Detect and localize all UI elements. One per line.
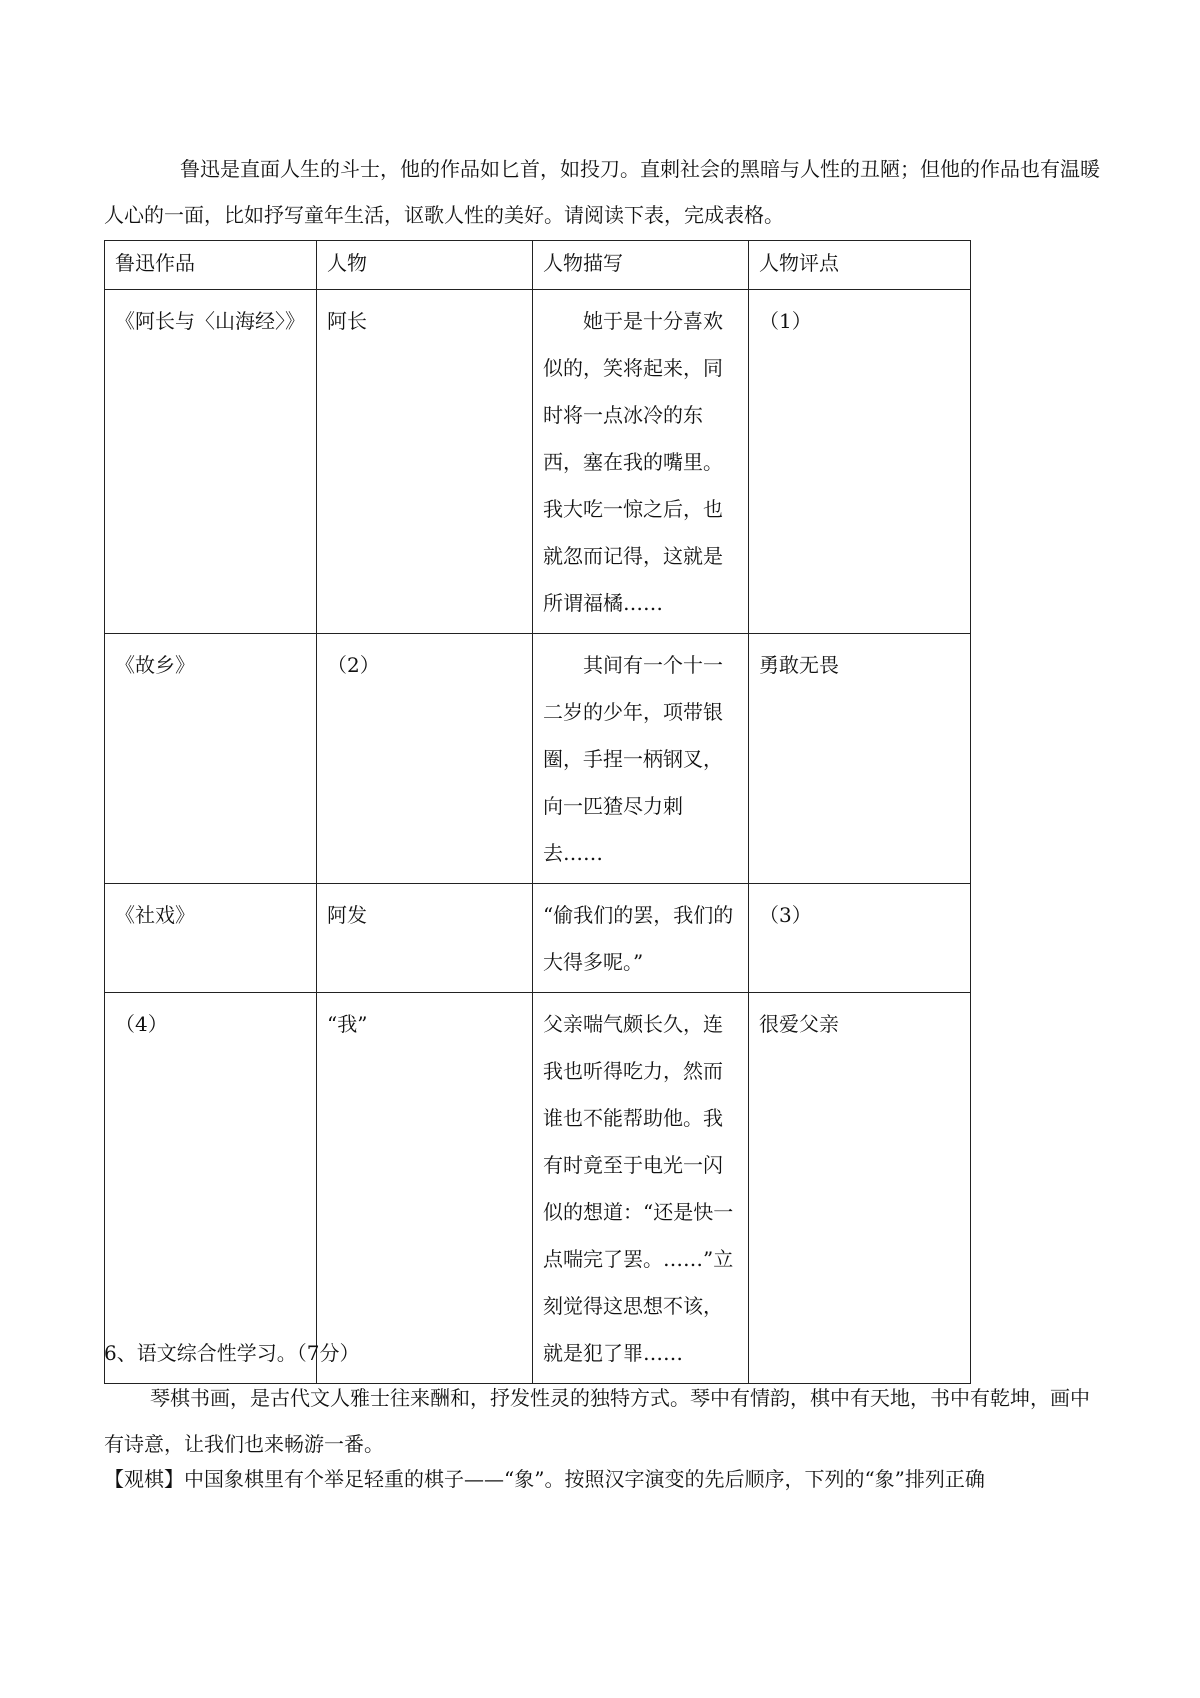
character-cell: 阿长 (317, 290, 533, 634)
guanqi-question (104, 1456, 1104, 1502)
comment-cell: （1） (749, 290, 971, 634)
section-6-intro: 琴棋书画，是古代文人雅士往来酬和，抒发性灵的独特方式。琴中有情韵，棋中有天地，书中有乾坤，画中有诗意，让我们也来畅游一番。 (104, 1386, 1090, 1456)
work-cell: 《阿长与〈山海经〉》 (105, 290, 317, 634)
description-cell: “偷我们的罢，我们的大得多呢。” (533, 884, 749, 993)
section-6-title: 6、语文综合性学习。（7分） (104, 1341, 360, 1365)
character-cell: （2） (317, 634, 533, 884)
header-cell: 人物描写 (533, 241, 749, 290)
table-header-row (105, 241, 971, 290)
description-cell: 父亲喘气颇长久，连我也听得吃力，然而谁也不能帮助他。我有时竟至于电光一闪似的想道：“还是快一点喘完了罢。……”立刻觉得这思想不该，就是犯了罪…… (533, 993, 749, 1384)
header-cell: 人物 (317, 241, 533, 290)
comment-cell: （3） (749, 884, 971, 993)
intro-paragraph: 鲁迅是直面人生的斗士，他的作品如匕首，如投刀。直刺社会的黑暗与人性的丑陋；但他的作品也有温暖人心的一面，比如抒写童年生活，讴歌人性的美好。请阅读下表，完成表格。 (104, 157, 1100, 227)
comment-cell: 很爱父亲 (749, 993, 971, 1384)
lu-xun-works-table (104, 240, 971, 1384)
table-row (105, 884, 971, 993)
guanqi-label: 【观棋】 (104, 1467, 184, 1491)
description-cell: 其间有一个十一二岁的少年，项带银圈，手捏一柄钢叉，向一匹猹尽力刺去…… (533, 634, 749, 884)
table-row (105, 634, 971, 884)
header-cell: 鲁迅作品 (105, 241, 317, 290)
header-cell: 人物评点 (749, 241, 971, 290)
character-cell: 阿发 (317, 884, 533, 993)
table-row (105, 993, 971, 1384)
work-cell: 《社戏》 (105, 884, 317, 993)
character-cell: “我” (317, 993, 533, 1384)
guanqi-text: 中国象棋里有个举足轻重的棋子——“象”。按照汉字演变的先后顺序，下列的“象”排列正确 (184, 1467, 985, 1491)
work-cell: 《故乡》 (105, 634, 317, 884)
work-cell: （4） (105, 993, 317, 1384)
description-cell: 她于是十分喜欢似的，笑将起来，同时将一点冰冷的东西，塞在我的嘴里。我大吃一惊之后，也就忽而记得，这就是所谓福橘…… (533, 290, 749, 634)
table-row (105, 290, 971, 634)
comment-cell: 勇敢无畏 (749, 634, 971, 884)
